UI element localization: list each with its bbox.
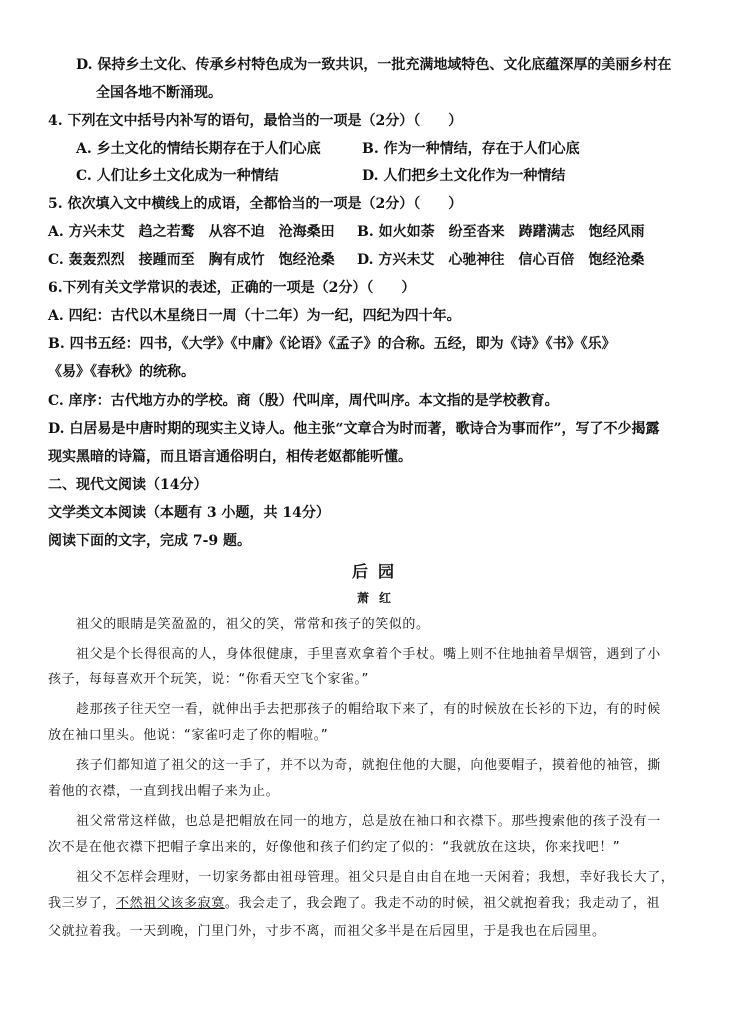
passage-paragraph-5-line1: 祖父常常这样做，也总是把帽放在同一的地方，总是放在袖口和衣襟下。那些搜索他的孩子没有一 bbox=[76, 814, 661, 829]
passage-author: 萧红 bbox=[357, 591, 402, 605]
q3-option-d-line1: D. 保持乡土文化、传承乡村特色成为一致共识，一批充满地域特色、文化底蕴深厚的美丽乡村在 bbox=[76, 57, 672, 73]
q5-option-c: C. 轰轰烈烈 接踵而至 胸有成竹 饱经沧桑 bbox=[48, 252, 335, 268]
q4-option-a: A. 乡土文化的情结长期存在于人们心底 bbox=[76, 141, 321, 157]
q5-stem: 5. 依次填入文中横线上的成语，全都恰当的一项是（2分）（ ） bbox=[48, 196, 463, 212]
q6-option-b-line1: B. 四书五经：四书，《大学》《中庸》《论语》《孟子》的合称。五经，即为《诗》《书》《乐》 bbox=[48, 336, 616, 352]
q4-option-d: D. 人们把乡土文化作为一种情结 bbox=[362, 168, 566, 184]
q6-option-b-line2: 《易》《春秋》的统称。 bbox=[48, 364, 195, 380]
passage-title: 后园 bbox=[352, 562, 405, 581]
passage-paragraph-1: 祖父的眼睛是笑盈盈的，祖父的笑，常常和孩子的笑似的。 bbox=[76, 617, 430, 632]
passage-paragraph-5-line2: 次不是在他衣襟下把帽子拿出来的，好像他和孩子们约定了似的：“我就放在这块，你来找吧！” bbox=[48, 840, 621, 855]
q4-option-b: B. 作为一种情结，存在于人们心底 bbox=[362, 141, 580, 157]
q6-option-c: C. 庠序：古代地方办的学校。商（殷）代叫庠，周代叫序。本文指的是学校教育。 bbox=[48, 393, 559, 409]
passage-paragraph-4-line1: 孩子们都知道了祖父的这一手了，并不以为奇，就抱住他的大腿，向他要帽子，摸着他的袖管，撕 bbox=[76, 758, 661, 773]
q3-option-d-line2: 全国各地不断涌现。 bbox=[96, 85, 222, 101]
reading-instruction: 阅读下面的文字，完成 7-9 题。 bbox=[48, 533, 252, 549]
underlined-sentence: 不然祖父该多寂寞 bbox=[116, 896, 225, 911]
passage-paragraph-6-line2-start: 我三岁了， bbox=[48, 896, 117, 911]
passage-paragraph-6-line3: 父就拉着我。一天到晚，门里门外，寸步不离，而祖父多半是在后园里，于是我也在后园里。 bbox=[48, 924, 606, 939]
q6-option-a: A. 四纪：古代以木星绕日一周（十二年）为一纪，四纪为四十年。 bbox=[48, 308, 461, 324]
q6-option-d-line2: 现实黑暗的诗篇，而且语言通俗明白，相传老妪都能听懂。 bbox=[48, 449, 412, 465]
q5-option-d: D. 方兴未艾 心驰神往 信心百倍 饱经沧桑 bbox=[357, 252, 645, 268]
section-subheading: 文学类文本阅读（本题有 3 小题，共 14分） bbox=[48, 505, 330, 521]
q6-stem: 6.下列有关文学常识的表述，正确的一项是（2分）（ ） bbox=[48, 280, 416, 296]
passage-paragraph-2-line2: 孩子，每每喜欢开个玩笑，说：“你看天空飞个家雀。” bbox=[48, 672, 369, 687]
section-heading: 二、现代文阅读（14分） bbox=[48, 477, 208, 493]
passage-paragraph-3-line1: 趁那孩子往天空一看，就伸出手去把那孩子的帽给取下来了，有的时候放在长衫的下边，有的时候 bbox=[76, 702, 661, 717]
q5-option-a: A. 方兴未艾 趋之若鹜 从容不迫 沧海桑田 bbox=[48, 224, 335, 240]
q4-stem: 4. 下列在文中括号内补写的语句，最恰当的一项是（2分）（ ） bbox=[48, 113, 463, 129]
passage-paragraph-3-line2: 放在袖口里头。他说：“家雀叼走了你的帽啦。” bbox=[48, 728, 329, 743]
passage-paragraph-6-line1: 祖父不怎样会理财，一切家务都由祖母管理。祖父只是自由自在地一天闲着；我想，幸好我长大了， bbox=[76, 870, 675, 885]
passage-paragraph-6-line2-end: 。我会走了，我会跑了。我走不动的时候，祖父就抱着我；我走动了，祖 bbox=[224, 896, 661, 911]
q4-option-c: C. 人们让乡土文化成为一种情结 bbox=[76, 168, 279, 184]
passage-paragraph-2-line1: 祖父是个长得很高的人，身体很健康，手里喜欢拿着个手杖。嘴上则不住地抽着旱烟管，遇到了小 bbox=[76, 647, 661, 662]
q5-option-b: B. 如火如荼 纷至沓来 踌躇满志 饱经风雨 bbox=[357, 224, 645, 240]
passage-paragraph-6-line2 bbox=[48, 894, 660, 914]
passage-paragraph-4-line2: 着他的衣襟，一直到找出帽子来为止。 bbox=[48, 784, 280, 799]
q6-option-d-line1: D. 白居易是中唐时期的现实主义诗人。他主张“文章合为时而著，歌诗合为事而作”，写了不少揭露 bbox=[48, 421, 660, 437]
